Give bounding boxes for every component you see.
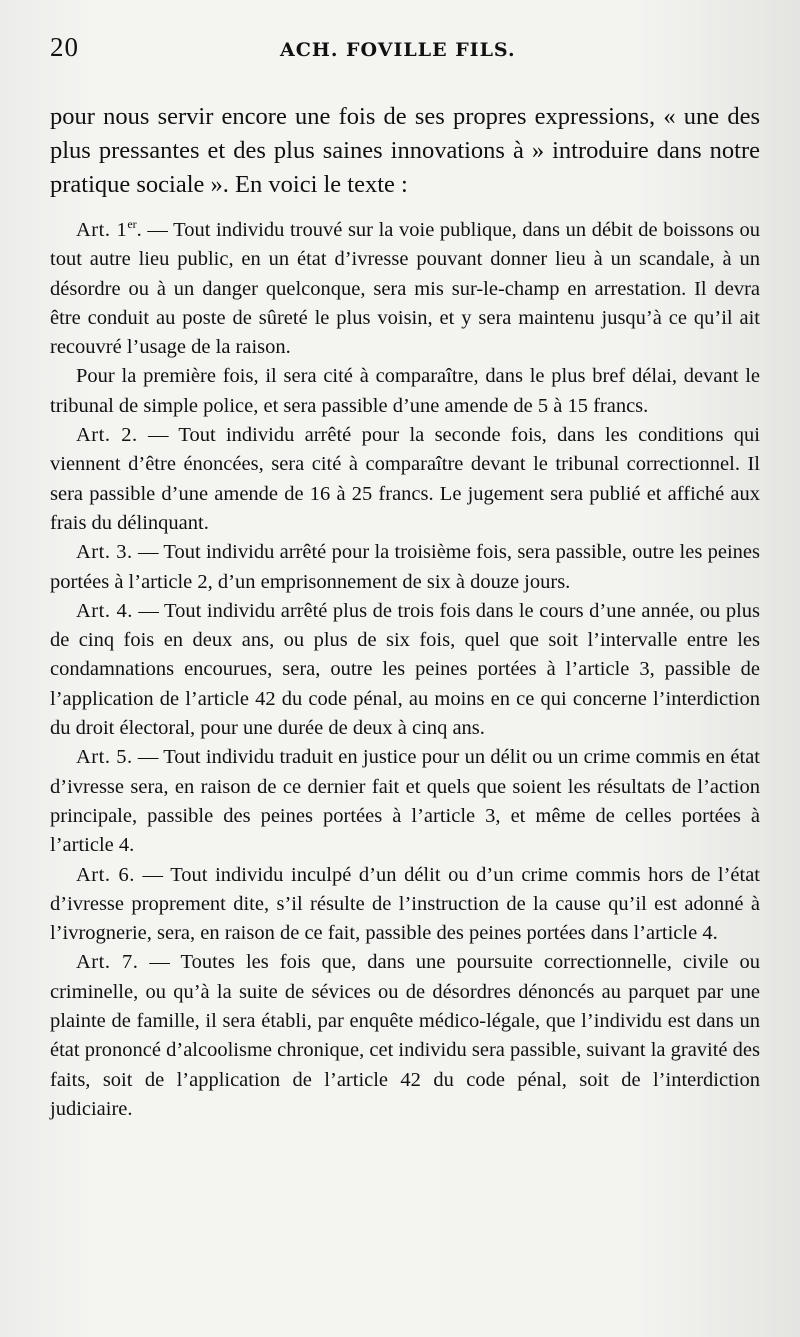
article-6-label: Art. 6. <box>76 863 135 886</box>
article-5-text: — Tout individu traduit en justice pour un délit ou un crime commis en état d’ivresse sera, en raison de ce dernier fait et quels que soient les résultats de l’action principale, passible des peines portées à l’article 3, et même de celles portées à l’article 4. <box>50 746 760 857</box>
article-1-second-text: Pour la première fois, il sera cité à comparaître, dans le plus bref délai, devant le tribunal de simple police, et sera passible d’une amende de 5 à 15 francs. <box>50 365 760 417</box>
article-2-text: — Tout individu arrêté pour la seconde fois, dans les conditions qui viennent d’être énoncées, sera cité à comparaître devant le tribunal correctionnel. Il sera passible d’une amende de 16 à 25 francs. Le jugement sera publié et affiché aux frais du délinquant. <box>50 424 760 534</box>
article-6-text: — Tout individu inculpé d’un délit ou d’un crime commis hors de l’état d’ivresse proprement dite, s’il résulte de l’instruction de la cause qu’il est adonné à l’ivrognerie, sera, en raison de ce fait, passible des peines portées dans l’article 4. <box>50 863 761 945</box>
article-5-label: Art. 5. <box>76 746 133 769</box>
article-2-label: Art. 2. <box>76 424 138 447</box>
running-head <box>50 32 760 72</box>
article-4-paragraph <box>50 597 760 743</box>
article-3-text: — Tout individu arrêté pour la troisième fois, sera passible, outre les peines portées à l’article 2, d’un emprisonnement de six à douze jours. <box>50 541 760 593</box>
article-1-label: Art. 1 <box>76 219 128 241</box>
article-7-paragraph <box>50 948 760 1124</box>
article-3-label: Art. 3. <box>76 541 133 564</box>
article-1-paragraph <box>50 216 760 362</box>
article-2-paragraph <box>50 421 760 538</box>
running-title: ACH. FOVILLE FILS. <box>280 39 516 61</box>
article-4-label: Art. 4. <box>76 599 133 622</box>
article-5-paragraph <box>50 743 760 860</box>
article-1-second-paragraph <box>50 362 760 421</box>
article-3-paragraph <box>50 538 760 597</box>
article-1-superscript: er <box>127 217 137 232</box>
article-7-text: — Toutes les fois que, dans une poursuite correctionnelle, civile ou criminelle, ou qu’à la suite de sévices ou de désordres dénoncés au parquet par une plainte de famille, il sera établi, par enquête médico-légale, que l’individu est dans un état prononcé d’alcoolisme chronique, cet individu sera passible, suivant la gravité des faits, soit de l’application de l’article 42 du code pénal, soit de l’interdiction judiciaire. <box>50 951 760 1120</box>
article-4-text: — Tout individu arrêté plus de trois fois dans le cours d’une année, ou plus de cinq fois en deux ans, ou plus de six fois, quel que soit l’intervalle entre les condamnations encourues, sera, outre les peines portées à l’article 3, passible de l’application de l’article 42 du code pénal, au moins en ce qui concerne l’interdiction du droit électoral, pour une durée de deux à cinq ans. <box>50 599 760 740</box>
page-number: 20 <box>50 32 79 62</box>
body-text <box>50 100 760 1124</box>
intro-paragraph: pour nous servir encore une fois de ses propres expressions, « une des plus pressantes et des plus saines innovations à » introduire dans notre pratique sociale ». En voici le texte : <box>50 103 760 198</box>
article-7-label: Art. 7. <box>76 951 139 974</box>
article-1-text: . — Tout individu trouvé sur la voie publique, dans un débit de boissons ou tout autre lieu public, en un état d’ivresse pouvant donner lieu à un scandale, à un désordre ou à un danger quelconque, sera mis sur-le-champ en arrestation. Il devra être conduit au poste de sûreté le plus voisin, et y sera maintenu jusqu’à ce qu’il ait recouvré l’usage de la raison. <box>50 219 760 359</box>
article-6-paragraph <box>50 861 760 949</box>
